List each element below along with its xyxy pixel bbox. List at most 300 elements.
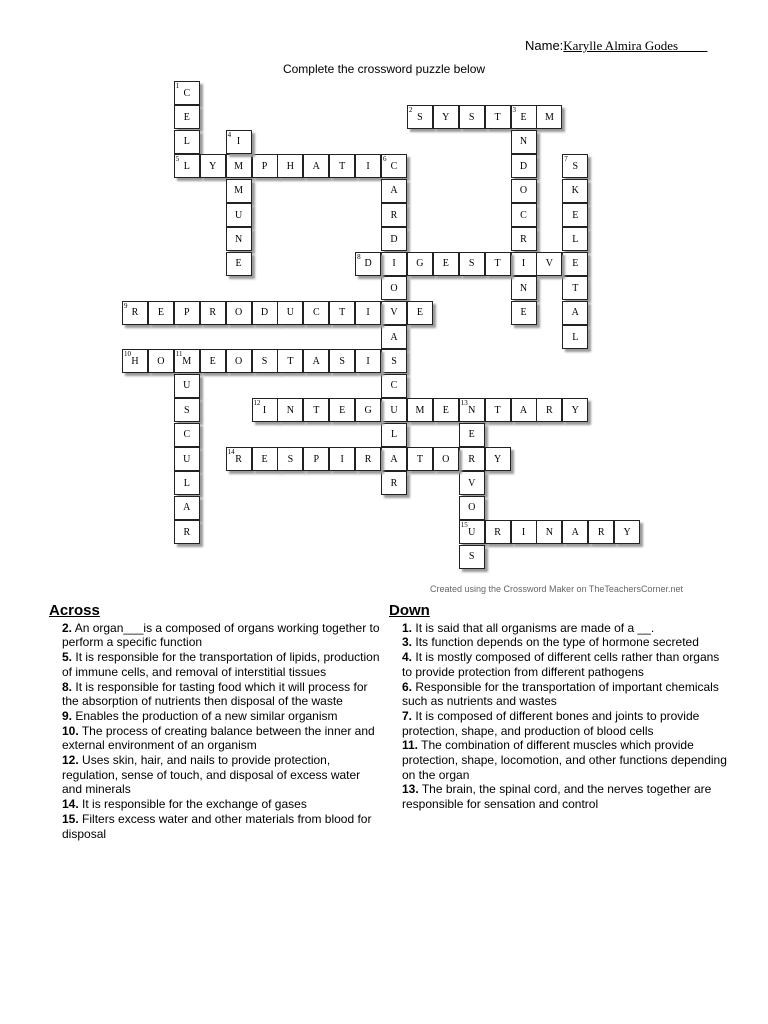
crossword-cell[interactable] [407,252,433,276]
crossword-cell[interactable] [562,252,588,276]
crossword-cell[interactable] [381,227,407,251]
cell-letter: V [545,258,553,270]
crossword-cell[interactable] [252,301,278,325]
crossword-cell[interactable] [381,276,407,300]
down-clue [402,621,732,636]
cell-letter: S [572,160,579,172]
clue-text: The process of creating balance between the inner and external environment of an organism [62,723,375,753]
cell-letter: S [468,551,475,563]
crossword-cell[interactable] [511,398,537,422]
cell-letter: L [572,331,579,343]
crossword-cell[interactable] [511,301,537,325]
cell-letter: A [312,160,320,172]
cell-letter: E [416,307,423,319]
crossword-cell[interactable] [226,179,252,203]
clue-number: 6 [383,155,387,164]
clue-num: 11. [402,738,419,753]
cell-letter: E [442,258,449,270]
crossword-cell[interactable] [174,105,200,129]
cell-letter: E [261,453,268,465]
cell-letter: C [183,87,191,99]
crossword-cell[interactable] [355,154,381,178]
cell-letter: R [209,307,217,319]
crossword-cell[interactable] [485,252,511,276]
cell-letter: P [261,160,268,172]
crossword-cell[interactable] [174,130,200,154]
down-clue [402,709,732,738]
crossword-cell[interactable] [562,276,588,300]
cell-letter: Y [209,160,217,172]
cell-letter: D [519,160,528,172]
cell-letter: N [286,404,294,416]
cell-letter: R [597,526,605,538]
cell-letter: R [390,477,398,489]
crossword-cell[interactable] [381,203,407,227]
cell-letter: E [157,307,164,319]
cell-letter: O [234,355,243,367]
cell-letter: P [313,453,320,465]
crossword-cell[interactable] [381,252,407,276]
crossword-cell[interactable] [407,105,433,129]
crossword-cell[interactable] [355,447,381,471]
crossword-cell[interactable] [277,154,303,178]
cell-letter: Y [493,453,502,465]
crossword-cell[interactable] [562,154,588,178]
crossword-cell[interactable] [174,496,200,520]
cell-letter: E [209,355,216,367]
clue-text: Filters excess water and other materials from blood for disposal [62,811,372,841]
crossword-cell[interactable] [614,520,640,544]
clue-num: 10. [62,723,79,738]
cell-letter: I [340,453,344,465]
crossword-cell[interactable] [174,154,200,178]
cell-letter: C [390,160,398,172]
cell-letter: H [286,160,294,172]
cell-letter: Y [623,526,631,538]
cell-letter: R [520,233,527,245]
crossword-cell[interactable] [303,154,329,178]
cell-letter: A [390,453,398,465]
crossword-cell[interactable] [381,374,407,398]
cell-letter: L [183,136,190,148]
clue-text: The combination of different muscles which provide protection, shape, locomotion, and other functions depending on the organ [402,738,727,782]
cell-letter: T [339,160,346,172]
cell-letter: U [390,404,398,416]
clue-num: 2. [62,620,73,635]
cell-letter: I [392,258,396,270]
cell-letter: V [468,477,476,489]
crossword-cell[interactable] [174,520,200,544]
cell-letter: A [312,355,320,367]
cell-letter: N [468,404,476,416]
cell-letter: L [390,429,398,441]
crossword-cell[interactable] [226,447,252,471]
crossword-cell[interactable] [511,227,537,251]
crossword-cell[interactable] [381,154,407,178]
across-clues [49,602,382,841]
crossword-cell[interactable] [226,130,252,154]
clue-number: 15 [460,521,468,530]
cell-letter: I [236,136,241,148]
crossword-cell[interactable] [433,105,459,129]
cell-letter: O [519,185,528,197]
clue-num: 8. [62,679,73,694]
cell-letter: T [572,282,579,294]
cell-letter: N [519,136,528,148]
clue-text: An organ___is a composed of organs working together to perform a specific function [62,620,380,650]
crossword-cell[interactable] [407,398,433,422]
down-heading: Down [389,602,430,619]
cell-letter: G [416,258,424,270]
cell-letter: T [494,258,501,270]
cell-letter: E [572,209,579,221]
cell-letter: I [262,404,267,416]
cell-letter: S [287,453,294,465]
crossword-cell[interactable] [459,105,485,129]
cell-letter: S [339,355,345,367]
cell-letter: T [313,404,320,416]
cell-letter: U [468,526,476,538]
clue-text: It is composed of different bones and joints to provide protection, shape, and production of blood cells [402,708,700,738]
cell-letter: I [366,160,370,172]
crossword-cell[interactable] [459,423,485,447]
clue-number: 3 [512,106,516,115]
down-clue [402,635,732,650]
crossword-cell[interactable] [174,398,200,422]
crossword-cell[interactable] [200,301,226,325]
cell-letter: R [468,453,476,465]
cell-letter: I [521,526,526,538]
crossword-cell[interactable] [252,447,278,471]
clue-number: 12 [253,399,261,408]
cell-letter: L [572,233,579,245]
cell-letter: R [364,453,372,465]
cell-letter: C [390,380,398,392]
crossword-cell[interactable] [148,301,174,325]
crossword-cell[interactable] [174,81,200,105]
cell-letter: D [390,233,398,245]
crossword-cell[interactable] [433,447,459,471]
crossword-cell[interactable] [252,154,278,178]
crossword-cell[interactable] [562,301,588,325]
crossword-cell[interactable] [562,227,588,251]
across-clue [62,724,382,753]
crossword-cell[interactable] [252,349,278,373]
clue-num: 1. [402,620,413,635]
across-clue [62,709,382,724]
cell-letter: N [519,282,528,294]
crossword-cell[interactable] [148,349,174,373]
crossword-cell[interactable] [459,520,485,544]
clue-text: It is mostly composed of different cells rather than organs to provide protection from different pathogens [402,650,720,679]
cell-letter: R [235,453,242,465]
crossword-cell[interactable] [355,349,381,373]
crossword-cell[interactable] [485,520,511,544]
clue-text: The brain, the spinal cord, and the nerves together are responsible for sensation and control [402,782,712,812]
clue-text: Enables the production of a new similar organism [75,708,338,723]
cell-letter: N [234,233,243,245]
cell-letter: E [572,258,579,270]
clue-text: It is responsible for the transportation of lipids, production of immune cells, and removal of interstitial tissues [62,650,380,679]
crossword-cell[interactable] [562,203,588,227]
clue-number: 4 [227,130,232,139]
cell-letter: Y [442,111,450,123]
clue-number: 13 [460,399,468,408]
crossword-cell[interactable] [277,349,303,373]
crossword-cell[interactable] [381,349,407,373]
cell-letter: T [339,307,346,319]
crossword-cell[interactable] [355,301,381,325]
clue-num: 9. [62,708,73,723]
crossword-cell[interactable] [459,545,485,569]
cell-letter: R [390,209,398,221]
crossword-cell[interactable] [355,398,381,422]
crossword-cell[interactable] [174,423,200,447]
clue-text: It is said that all organisms are made of a __. [415,620,655,635]
crossword-cell[interactable] [226,227,252,251]
crossword-cell[interactable] [485,105,511,129]
clue-num: 12. [62,753,79,768]
cell-letter: N [545,526,553,538]
cell-letter: E [520,307,527,319]
crossword-cell[interactable] [511,154,537,178]
crossword-cell[interactable] [536,105,562,129]
cell-letter: A [571,526,579,538]
cell-letter: C [520,209,527,221]
cell-letter: I [521,258,526,270]
name-label: Name: [525,38,564,53]
credit-line: Created using the Crossword Maker on TheTeachersCorner.net [430,584,683,594]
crossword-cell[interactable] [459,471,485,495]
cell-letter: P [184,307,190,319]
clue-text: Uses skin, hair, and nails to provide protection, regulation, sense of touch, and disposal of excess water and minerals [62,753,361,797]
crossword-cell[interactable] [226,203,252,227]
clue-text: Its function depends on the type of hormone secreted [415,635,699,650]
crossword-cell[interactable] [226,154,252,178]
cell-letter: E [339,404,346,416]
crossword-cell[interactable] [226,301,252,325]
cell-letter: S [468,111,475,123]
clue-number: 11 [175,350,183,359]
cell-letter: O [157,355,165,367]
crossword-cell[interactable] [381,325,407,349]
crossword-cell[interactable] [536,398,562,422]
clue-number: 14 [227,448,235,456]
across-clue [62,812,382,841]
cell-letter: D [260,307,269,319]
crossword-cell[interactable] [303,301,329,325]
cell-letter: E [183,111,190,123]
cell-letter: H [131,355,139,367]
cell-letter: A [571,307,579,319]
crossword-cell[interactable] [277,301,303,325]
cell-letter: L [183,477,190,489]
down-clue [402,650,732,679]
cell-letter: E [468,429,475,441]
page-title: Complete the crossword puzzle below [282,62,486,76]
cell-letter: R [546,404,553,416]
across-clue [62,621,382,650]
crossword-cell[interactable] [536,520,562,544]
clue-number: 1 [175,82,180,90]
cell-letter: A [390,331,398,343]
crossword-cell[interactable] [355,252,381,276]
crossword-cell[interactable] [381,423,407,447]
crossword-cell[interactable] [174,447,200,471]
crossword-cell[interactable] [381,301,407,325]
crossword-cell[interactable] [303,349,329,373]
crossword-cell[interactable] [174,301,200,325]
cell-letter: R [131,307,139,319]
crossword-cell[interactable] [511,130,537,154]
crossword-cell[interactable] [485,447,511,471]
crossword-cell[interactable] [174,471,200,495]
crossword-cell[interactable] [562,179,588,203]
cell-letter: G [364,404,372,416]
crossword-cell[interactable] [277,398,303,422]
crossword-cell[interactable] [329,398,355,422]
crossword-cell[interactable] [407,447,433,471]
crossword-cell[interactable] [511,179,537,203]
cell-letter: M [182,355,192,367]
crossword-cell[interactable] [122,301,148,325]
clue-num: 5. [62,650,73,665]
crossword-cell[interactable] [329,301,355,325]
name-value[interactable]: Karylle Almira Godes [563,38,679,53]
cell-letter: T [494,404,501,416]
across-heading: Across [49,602,100,619]
clue-text: Responsible for the transportation of important chemicals such as nutrients and wastes [402,679,719,709]
crossword-cell[interactable] [174,349,200,373]
crossword-cell[interactable] [562,520,588,544]
cell-letter: A [183,502,191,514]
cell-letter: M [544,111,554,123]
crossword-cell[interactable] [433,398,459,422]
cell-letter: O [390,282,398,294]
cell-letter: C [183,429,191,441]
crossword-cell[interactable] [329,447,355,471]
cell-letter: E [442,404,449,416]
clue-num: 6. [402,679,413,694]
crossword-cell[interactable] [329,154,355,178]
crossword-cell[interactable] [329,349,355,373]
crossword-cell[interactable] [536,252,562,276]
crossword-cell[interactable] [277,447,303,471]
cell-letter: I [366,307,370,319]
crossword-cell[interactable] [562,398,588,422]
crossword-cell[interactable] [588,520,614,544]
cell-letter: U [183,453,191,465]
clue-number: 10 [124,350,131,359]
across-clue [62,650,382,679]
crossword-cell[interactable] [252,398,278,422]
crossword-cell[interactable] [303,398,329,422]
clue-num: 15. [62,811,79,826]
cell-letter: U [234,209,243,221]
cell-letter: I [366,355,370,367]
cell-letter: T [287,355,294,367]
clue-num: 14. [62,797,79,812]
across-clue [62,680,382,709]
cell-letter: Y [571,404,579,416]
crossword-cell[interactable] [459,496,485,520]
cell-letter: E [235,258,242,270]
cell-letter: S [468,258,475,270]
cell-letter: S [417,111,423,123]
crossword-cell[interactable] [381,179,407,203]
clue-num: 3. [402,635,413,650]
crossword-cell[interactable] [459,252,485,276]
cell-letter: O [234,307,243,319]
crossword-cell[interactable] [226,252,252,276]
crossword-cell[interactable] [433,252,459,276]
cell-letter: C [312,307,320,319]
cell-letter: M [234,160,244,172]
cell-letter: A [390,185,398,197]
across-clue [62,753,382,797]
cell-letter: L [183,160,190,172]
cell-letter: S [261,355,268,367]
cell-letter: U [183,380,191,392]
crossword-cell[interactable] [511,252,537,276]
cell-letter: U [286,307,294,319]
crossword-cell[interactable] [511,203,537,227]
cell-letter: R [183,526,191,538]
clue-number: 7 [564,155,568,164]
clue-number: 5 [175,155,180,164]
clue-num: 7. [402,708,413,723]
cell-letter: T [416,453,423,465]
crossword-cell[interactable] [174,374,200,398]
down-clue [402,782,732,811]
crossword-cell[interactable] [562,325,588,349]
clue-text: It is responsible for the exchange of gases [82,797,307,812]
crossword-cell[interactable] [381,471,407,495]
crossword-cell[interactable] [200,154,226,178]
cell-letter: K [571,185,579,197]
crossword-cell[interactable] [511,520,537,544]
crossword-cell[interactable] [200,349,226,373]
cell-letter: R [494,526,501,538]
clue-number: 9 [124,301,128,310]
across-clue [62,797,382,812]
clue-number: 2 [408,106,413,115]
cell-letter: M [415,404,425,416]
crossword-cell[interactable] [122,349,148,373]
cell-letter: O [442,453,450,465]
cell-letter: D [364,258,372,270]
crossword-cell[interactable] [459,398,485,422]
crossword-cell[interactable] [226,349,252,373]
clue-num: 4. [402,650,413,665]
crossword-cell[interactable] [511,276,537,300]
down-clue [402,738,732,782]
cell-letter: T [494,111,501,123]
crossword-cell[interactable] [459,447,485,471]
cell-letter: S [184,404,190,416]
crossword-cell[interactable] [303,447,329,471]
cell-letter: S [391,355,397,367]
cell-letter: O [468,502,476,514]
cell-letter: M [234,185,244,197]
crossword-cell[interactable] [407,301,433,325]
crossword-cell[interactable] [511,105,537,129]
crossword-cell[interactable] [381,447,407,471]
crossword-cell[interactable] [381,398,407,422]
cell-letter: A [519,404,528,416]
crossword-cell[interactable] [485,398,511,422]
cell-letter: V [390,307,398,319]
